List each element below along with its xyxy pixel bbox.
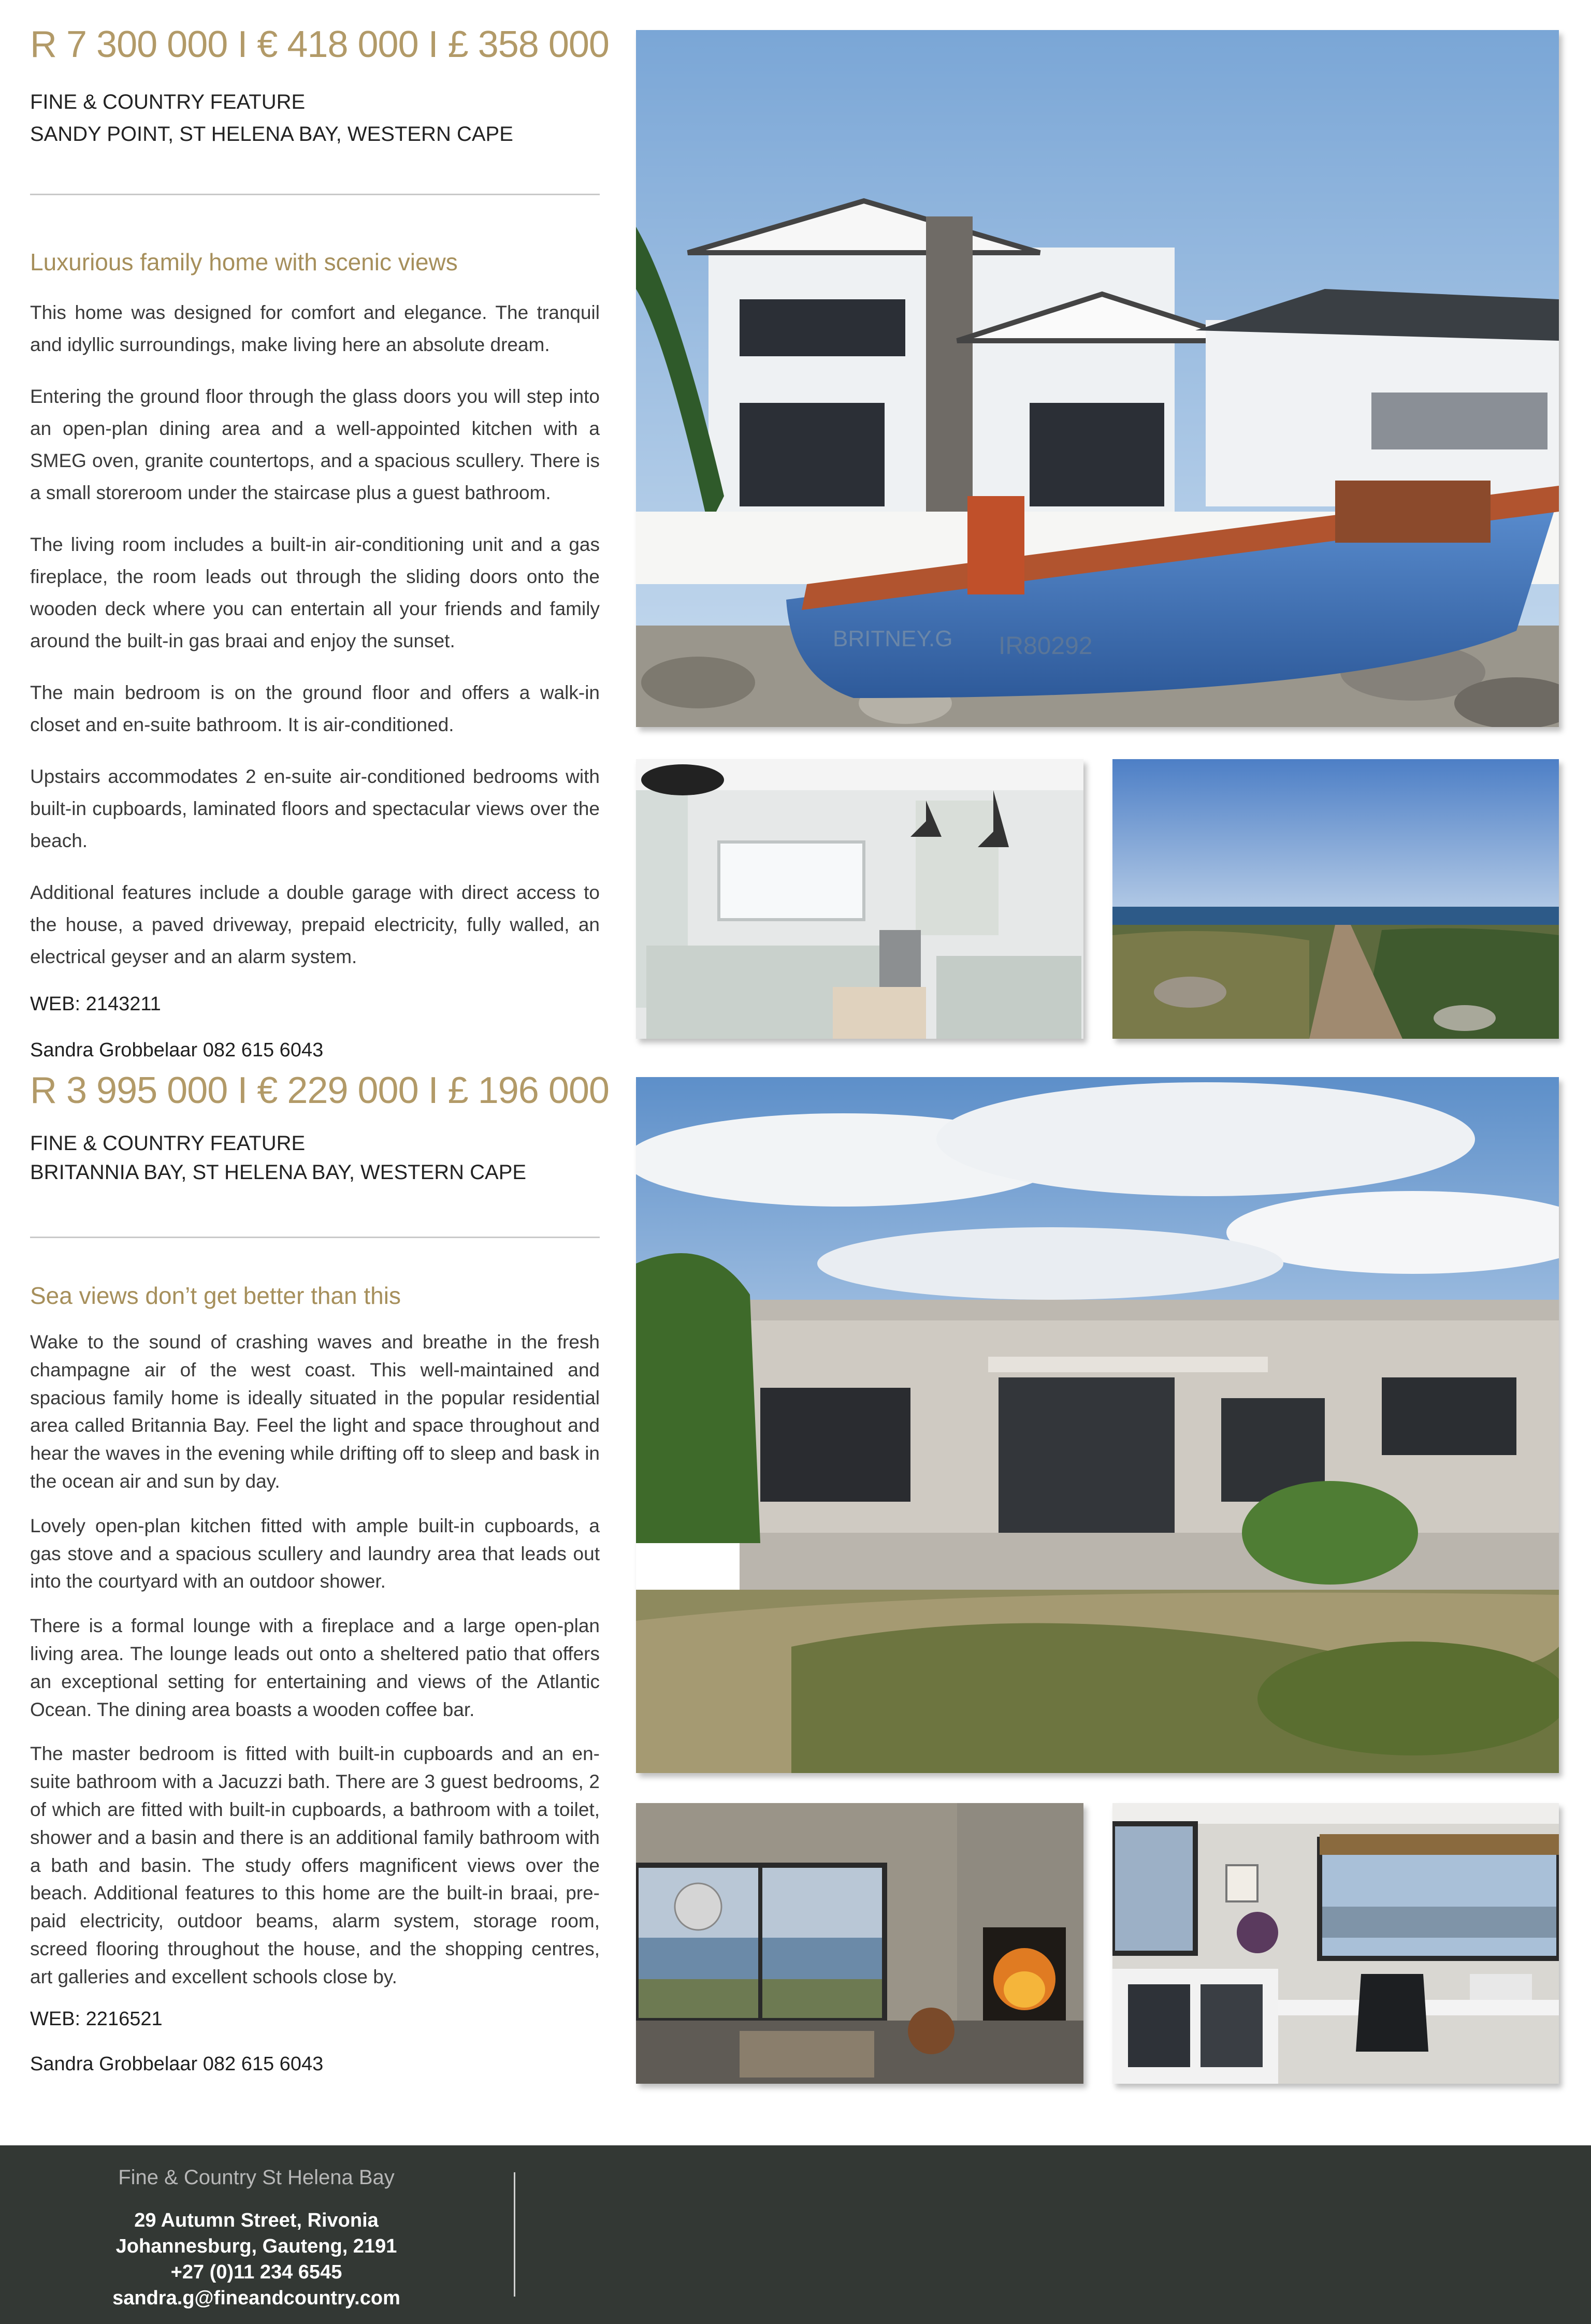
office-address <box>0 2207 513 2311</box>
web-reference: WEB: 2143211 <box>30 993 161 1015</box>
office-phone[interactable]: +27 (0)11 234 6545 <box>170 2261 342 2283</box>
description-paragraph: Entering the ground floor through the glass doors you will step into an open-plan dining area and a well-appointed kitchen with a SMEG oven, granite countertops, and a spacious scullery. There is a small storeroom under the staircase plus a guest bathroom. <box>30 386 600 503</box>
feature-label: FINE & COUNTRY FEATURE <box>30 91 306 113</box>
description-paragraph: This home was designed for comfort and elegance. The tranquil and idyllic surroundings, make living here an absolute dream. <box>30 302 600 355</box>
section-divider <box>30 1237 600 1238</box>
description-paragraph: Additional features include a double garage with direct access to the house, a paved driveway, prepaid electricity, fully walled, an electrical geyser and an alarm system. <box>30 882 600 967</box>
web-reference: WEB: 2216521 <box>30 2008 163 2030</box>
description-paragraph: The main bedroom is on the ground floor and offers a walk-in closet and en-suite bathroom. It is air-conditioned. <box>30 682 600 735</box>
photo-britannia-house <box>636 1077 1559 1773</box>
office-email[interactable]: sandra.g@fineandcountry.com <box>112 2287 400 2309</box>
feature-label: FINE & COUNTRY FEATURE <box>30 1132 306 1155</box>
listing-heading: Sea views don’t get better than this <box>30 1282 401 1309</box>
description-paragraph: The living room includes a built-in air-conditioning unit and a gas fireplace, the room leads out through the sliding doors onto the wooden deck where you can entertain all your friends and family around the built-in gas braai and enjoy the sunset. <box>30 534 600 651</box>
section-divider <box>30 194 600 195</box>
photo-study <box>1112 1803 1559 2084</box>
description-paragraph: Lovely open-plan kitchen fitted with ample built-in cupboards, a gas stove and a spacious scullery and laundry area that leads out into the courtyard with an outdoor shower. <box>30 1515 600 1592</box>
listing-price: R 3 995 000 I € 229 000 I £ 196 000 <box>30 1070 609 1111</box>
agent-contact[interactable]: Sandra Grobbelaar 082 615 6043 <box>30 1039 324 1062</box>
description-paragraph: Wake to the sound of crashing waves and breathe in the fresh champagne air of the west coast. This well-maintained and spacious family home is ideally situated in the popular residential area called Britannia Bay. Feel the light and space throughout and hear the waves in the evening while drifting off to sleep and bask in the ocean air and sun by day. <box>30 1331 600 1492</box>
listing-price: R 7 300 000 I € 418 000 I £ 358 000 <box>30 24 609 65</box>
boat-name-text: BRITNEY.G <box>833 626 953 651</box>
agent-contact[interactable]: Sandra Grobbelaar 082 615 6043 <box>30 2053 324 2075</box>
photo-beach-boardwalk <box>1112 759 1559 1039</box>
listing-location: SANDY POINT, ST HELENA BAY, WESTERN CAPE <box>30 123 513 146</box>
footer-divider <box>514 2172 515 2297</box>
listing-britannia-bay <box>30 1070 609 2077</box>
listing-location: BRITANNIA BAY, ST HELENA BAY, WESTERN CAPE <box>30 1161 527 1184</box>
address-line-2: Johannesburg, Gauteng, 2191 <box>115 2235 397 2257</box>
listing-heading: Luxurious family home with scenic views <box>30 249 458 275</box>
footer <box>0 2145 1591 2324</box>
photo-kitchen <box>636 759 1083 1039</box>
office-name: Fine & Country St Helena Bay <box>118 2166 395 2189</box>
boat-reg-text: IR80292 <box>999 632 1093 660</box>
address-line-1: 29 Autumn Street, Rivonia <box>134 2210 379 2231</box>
photo-house-with-boat <box>636 30 1559 727</box>
description-paragraph: The master bedroom is fitted with built-in cupboards and an en-suite bathroom with a Jacuzzi bath. There are 3 guest bedrooms, 2 of which are fitted with built-in cupboards, a bathroom with a toilet, shower and a basin and there is an additional family bathroom with a bath and basin. The study offers magnificent views over the beach. Additional features to this home are the built-in braai, pre-paid electricity, outdoor beams, alarm system, storage room, screed flooring throughout the house, and the shopping centres, art galleries and excellent schools close by. <box>30 1743 600 1987</box>
photo-living-fireplace <box>636 1803 1083 2084</box>
listing-sandy-point <box>30 24 609 1064</box>
description-paragraph: There is a formal lounge with a fireplace and a large open-plan living area. The lounge leads out onto a sheltered patio that offers an exceptional setting for entertaining and views of the Atlantic Ocean. The dining area boasts a wooden coffee bar. <box>30 1615 600 1720</box>
description-paragraph: Upstairs accommodates 2 en-suite air-conditioned bedrooms with built-in cupboards, laminated floors and spectacular views over the beach. <box>30 766 600 851</box>
